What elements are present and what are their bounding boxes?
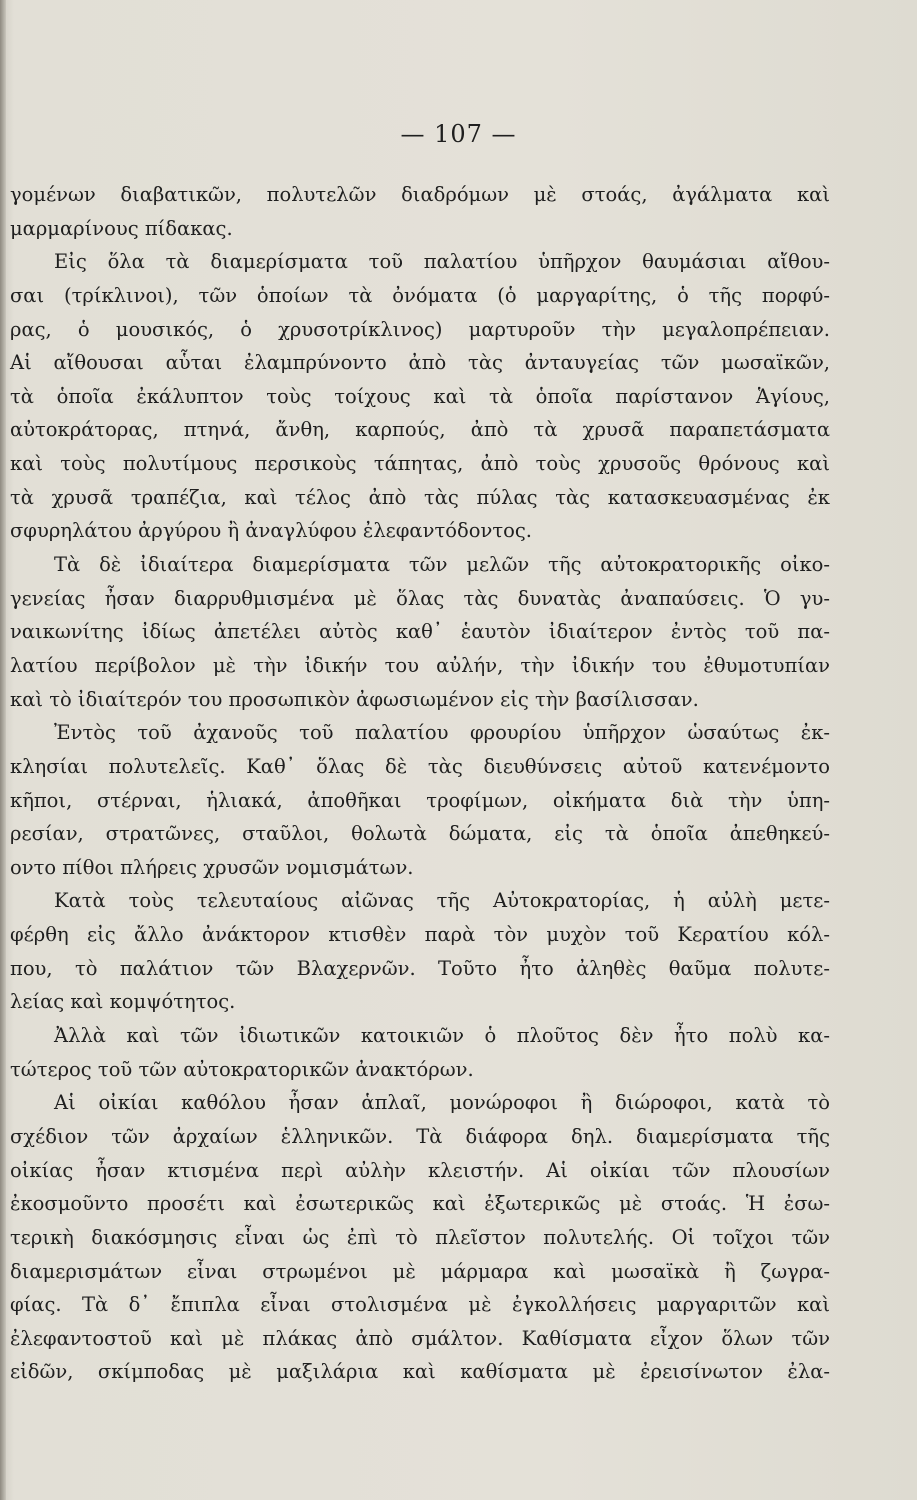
- text-line: σχέδιον τῶν ἀρχαίων ἑλληνικῶν. Τὰ διάφορα δηλ. διαμερίσματα τῆς: [10, 1124, 830, 1148]
- text-line: οντο πίθοι πλήρεις χρυσῶν νομισμάτων.: [10, 855, 414, 879]
- text-line: λείας καὶ κομψότητος.: [10, 990, 236, 1014]
- text-line: γενείας ἦσαν διαρρυθμισμένα μὲ ὅλας τὰς δυνατὰς ἀναπαύσεις. Ὁ γυ-: [10, 586, 830, 610]
- text-line: λατίου περίβολον μὲ τὴν ἰδικήν του αὐλήν, τὴν ἰδικήν του ἐθυμοτυπίαν: [10, 653, 830, 677]
- text-line: Αἱ οἰκίαι καθόλου ἦσαν ἁπλαῖ, μονώροφοι ἢ διώροφοι, κατὰ τὸ: [54, 1091, 830, 1115]
- page-number: — 107 —: [400, 120, 517, 148]
- text-line: μαρμαρίνους πίδακας.: [10, 216, 233, 240]
- text-line: κλησίαι πολυτελεῖς. Καθ᾽ ὅλας δὲ τὰς διευθύνσεις αὐτοῦ κατενέμοντο: [10, 754, 830, 778]
- text-line: ρεσίαν, στρατῶνες, σταῦλοι, θολωτὰ δώματα, εἰς τὰ ὁποῖα ἀπεθηκεύ-: [10, 822, 830, 846]
- text-line: τὰ χρυσᾶ τραπέζια, καὶ τέλος ἀπὸ τὰς πύλας τὰς κατασκευασμένας ἐκ: [10, 485, 830, 509]
- text-line: τὰ ὁποῖα ἐκάλυπτον τοὺς τοίχους καὶ τὰ ὁποῖα παρίστανον Ἁγίους,: [10, 384, 830, 408]
- text-line: εἰδῶν, σκίμποδας μὲ μαξιλάρια καὶ καθίσματα μὲ ἐρεισίνωτον ἐλα-: [10, 1360, 830, 1384]
- text-line: Εἰς ὅλα τὰ διαμερίσματα τοῦ παλατίου ὑπῆρχον θαυμάσιαι αἴθου-: [54, 250, 830, 274]
- text-line: διαμερισμάτων εἶναι στρωμένοι μὲ μάρμαρα καὶ μωσαϊκὰ ἢ ζωγρα-: [10, 1259, 830, 1283]
- text-line: φέρθη εἰς ἄλλο ἀνάκτορον κτισθὲν παρὰ τὸν μυχὸν τοῦ Κερατίου κόλ-: [10, 923, 830, 947]
- page-binding-edge: [0, 0, 6, 1500]
- text-line: ἐλεφαντοστοῦ καὶ μὲ πλάκας ἀπὸ σμάλτον. Καθίσματα εἶχον ὅλων τῶν: [10, 1326, 830, 1350]
- text-line: καὶ τὸ ἰδιαίτερόν του προσωπικὸν ἀφωσιωμένον εἰς τὴν βασίλισσαν.: [10, 687, 699, 711]
- text-line: Ἐντὸς τοῦ ἀχανοῦς τοῦ παλατίου φρουρίου ὑπῆρχον ὡσαύτως ἐκ-: [54, 721, 830, 745]
- text-line: ναικωνίτης ἰδίως ἀπετέλει αὐτὸς καθ᾽ ἑαυτὸν ἰδιαίτερον ἐντὸς τοῦ πα-: [10, 620, 830, 644]
- text-line: Αἱ αἴθουσαι αὗται ἐλαμπρύνοντο ἀπὸ τὰς ἀνταυγείας τῶν μωσαϊκῶν,: [10, 351, 830, 375]
- text-line: Ἀλλὰ καὶ τῶν ἰδιωτικῶν κατοικιῶν ὁ πλοῦτος δὲν ἦτο πολὺ κα-: [54, 1024, 830, 1048]
- text-line: οἰκίας ἦσαν κτισμένα περὶ αὐλὴν κλειστήν. Αἱ οἰκίαι τῶν πλουσίων: [10, 1158, 830, 1182]
- text-line: που, τὸ παλάτιον τῶν Βλαχερνῶν. Τοῦτο ἦτο ἀληθὲς θαῦμα πολυτε-: [10, 956, 830, 980]
- text-line: σφυρηλάτου ἀργύρου ἢ ἀναγλύφου ἐλεφαντόδοντος.: [10, 519, 532, 543]
- text-line: αὐτοκράτορας, πτηνά, ἄνθη, καρπούς, ἀπὸ τὰ χρυσᾶ παραπετάσματα: [10, 418, 830, 442]
- text-line: σαι (τρίκλινοι), τῶν ὁποίων τὰ ὀνόματα (ὁ μαργαρίτης, ὁ τῆς πορφύ-: [10, 283, 830, 307]
- text-line: ρας, ὁ μουσικός, ὁ χρυσοτρίκλινος) μαρτυροῦν τὴν μεγαλοπρέπειαν.: [10, 317, 830, 341]
- text-line: καὶ τοὺς πολυτίμους περσικοὺς τάπητας, ἀπὸ τοὺς χρυσοῦς θρόνους καὶ: [10, 452, 830, 476]
- text-line: τώτερος τοῦ τῶν αὐτοκρατορικῶν ἀνακτόρων.: [10, 1057, 474, 1081]
- text-line: κῆποι, στέρναι, ἡλιακά, ἀποθῆκαι τροφίμων, οἰκήματα διὰ τὴν ὑπη-: [10, 788, 830, 812]
- text-line: φίας. Τὰ δ᾽ ἔπιπλα εἶναι στολισμένα μὲ ἐγκολλήσεις μαργαριτῶν καὶ: [10, 1293, 830, 1317]
- text-line: Κατὰ τοὺς τελευταίους αἰῶνας τῆς Αὐτοκρατορίας, ἡ αὐλὴ μετε-: [54, 889, 830, 913]
- text-line: ἐκοσμοῦντο προσέτι καὶ ἐσωτερικῶς καὶ ἐξωτερικῶς μὲ στοάς. Ἡ ἐσω-: [10, 1192, 830, 1216]
- text-line: γομένων διαβατικῶν, πολυτελῶν διαδρόμων μὲ στοάς, ἀγάλματα καὶ: [10, 183, 830, 206]
- page-text-body: [10, 178, 830, 1389]
- text-line: τερικὴ διακόσμησις εἶναι ὡς ἐπὶ τὸ πλεῖστον πολυτελής. Οἱ τοῖχοι τῶν: [10, 1225, 830, 1249]
- text-line: Τὰ δὲ ἰδιαίτερα διαμερίσματα τῶν μελῶν τῆς αὐτοκρατορικῆς οἰκο-: [54, 553, 830, 577]
